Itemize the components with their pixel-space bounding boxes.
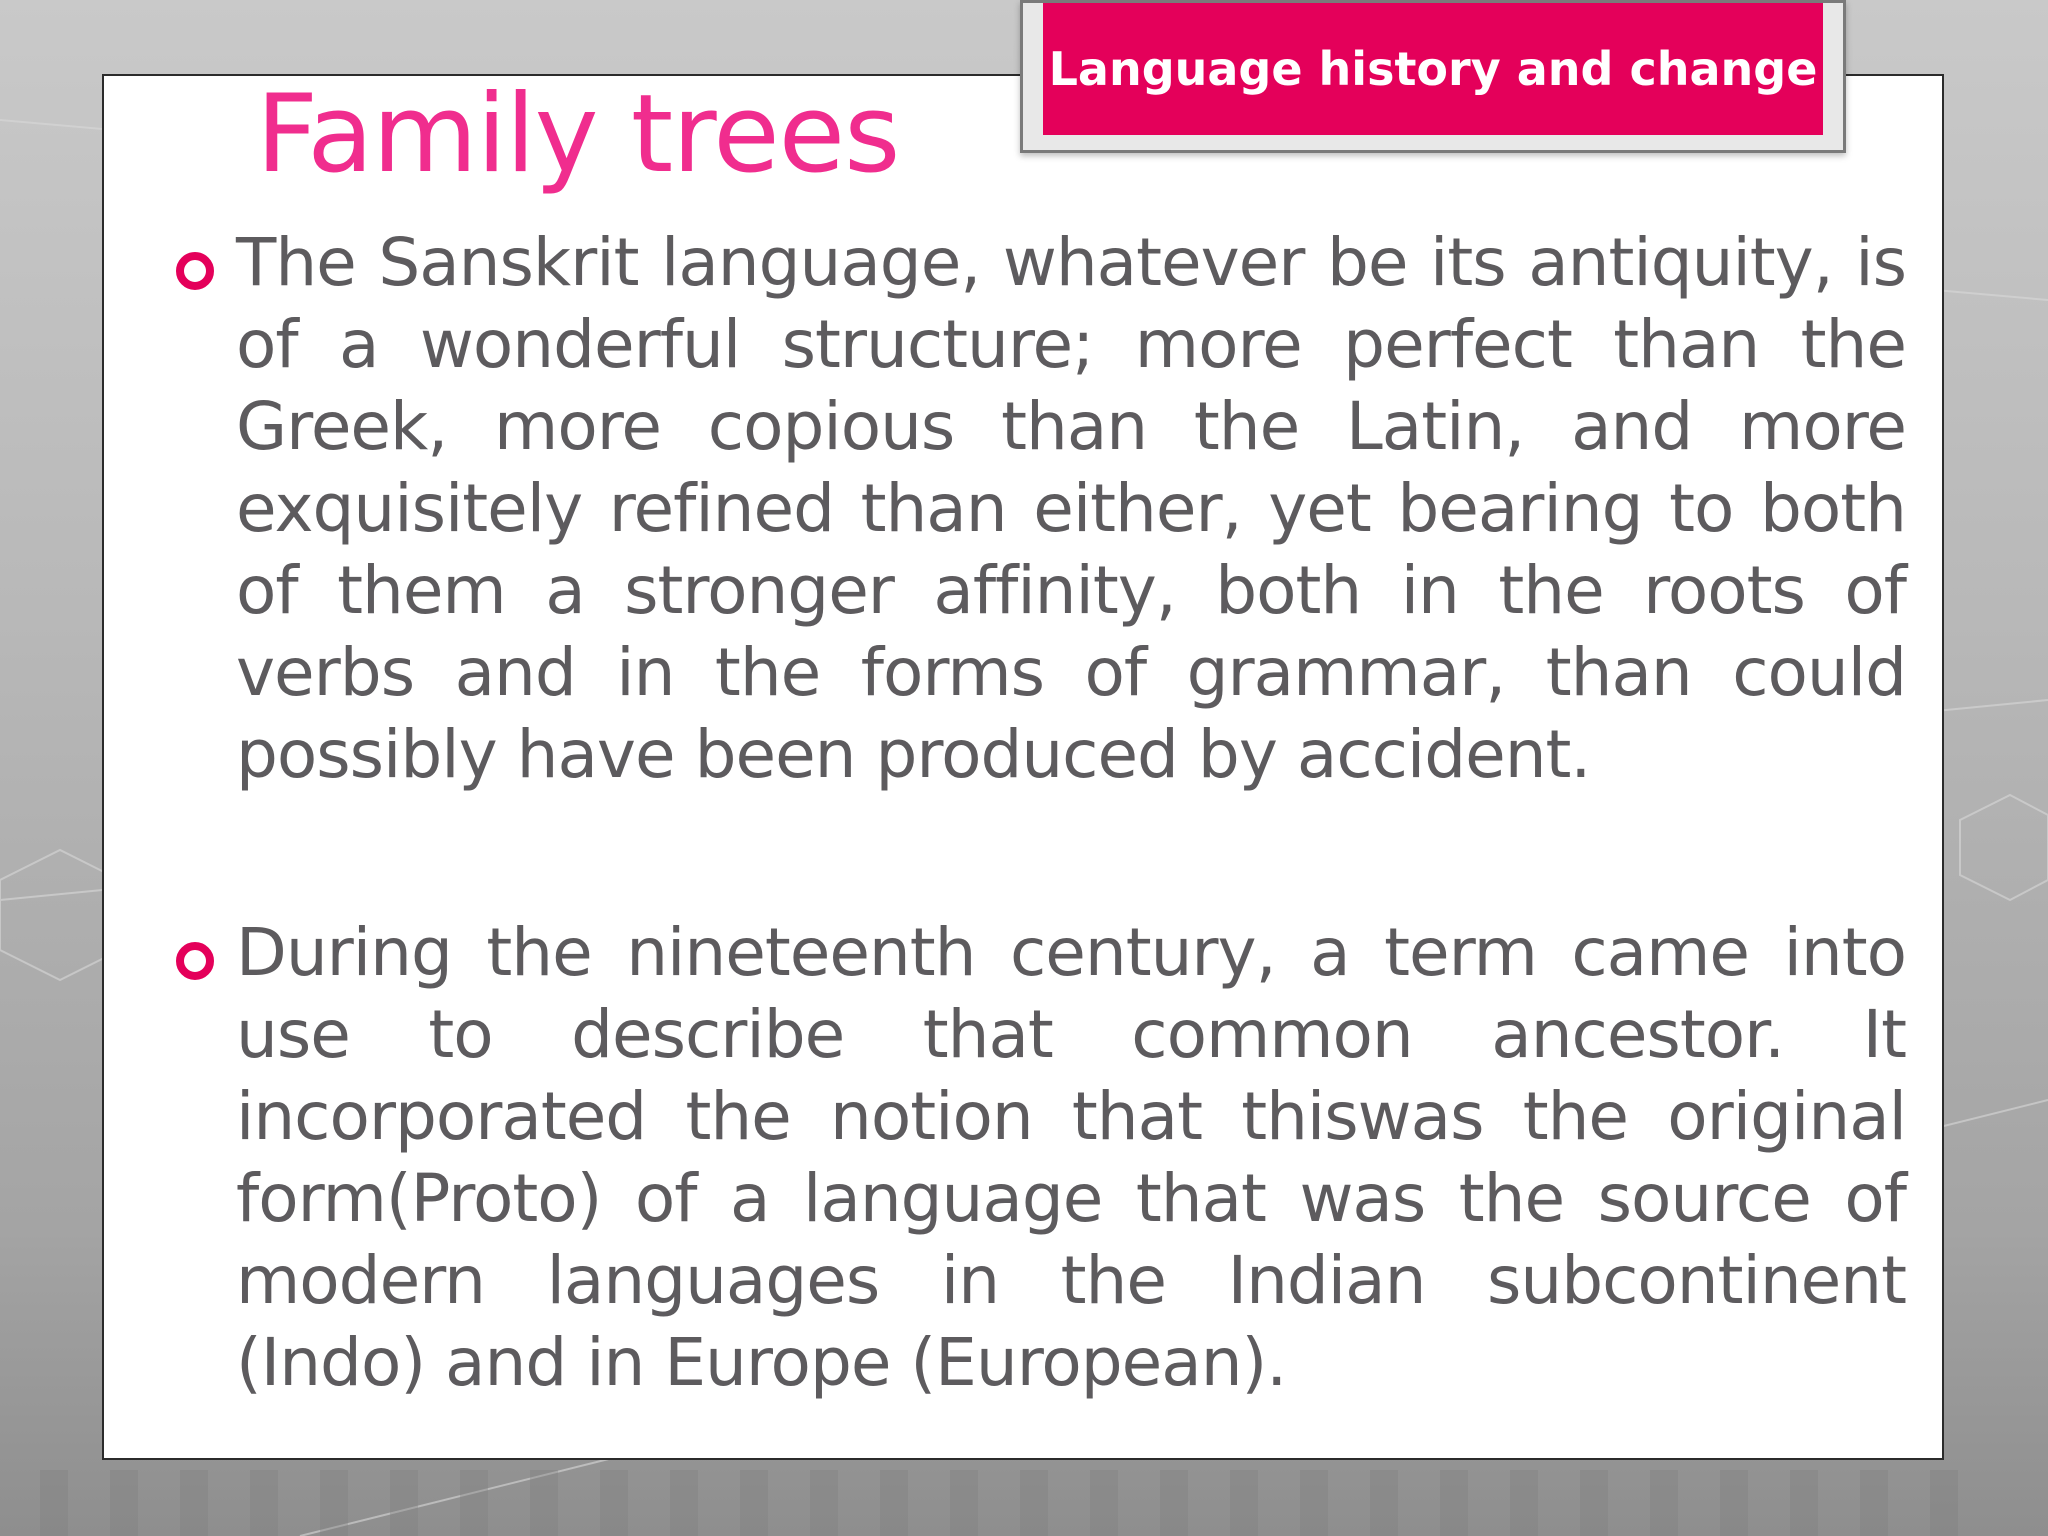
bullet-item <box>176 912 1906 1404</box>
slide-title: Family trees <box>256 72 900 197</box>
bullet-text: During the nineteenth century, a term came into use to describe that common ancestor. It incorporated the notion that thiswas the original form(Proto) of a language that was the source of modern languages in the Indian subcontinent (Indo) and in Europe (European). <box>236 914 1906 1401</box>
ring-bullet-icon <box>176 942 214 980</box>
section-tag-label: Language history and change <box>1048 42 1818 96</box>
section-tag-box <box>1020 0 1846 153</box>
ring-bullet-icon <box>176 252 214 290</box>
bullet-text: The Sanskrit language, whatever be its antiquity, is of a wonderful structure; more perfect than the Greek, more copious than the Latin, and more exquisitely refined than either, yet bearing to both of them a stronger affinity, both in the roots of verbs and in the forms of grammar, than could possibly have been produced by accident. <box>236 224 1906 793</box>
bullet-item <box>176 222 1906 796</box>
section-tag-banner <box>1043 3 1823 135</box>
